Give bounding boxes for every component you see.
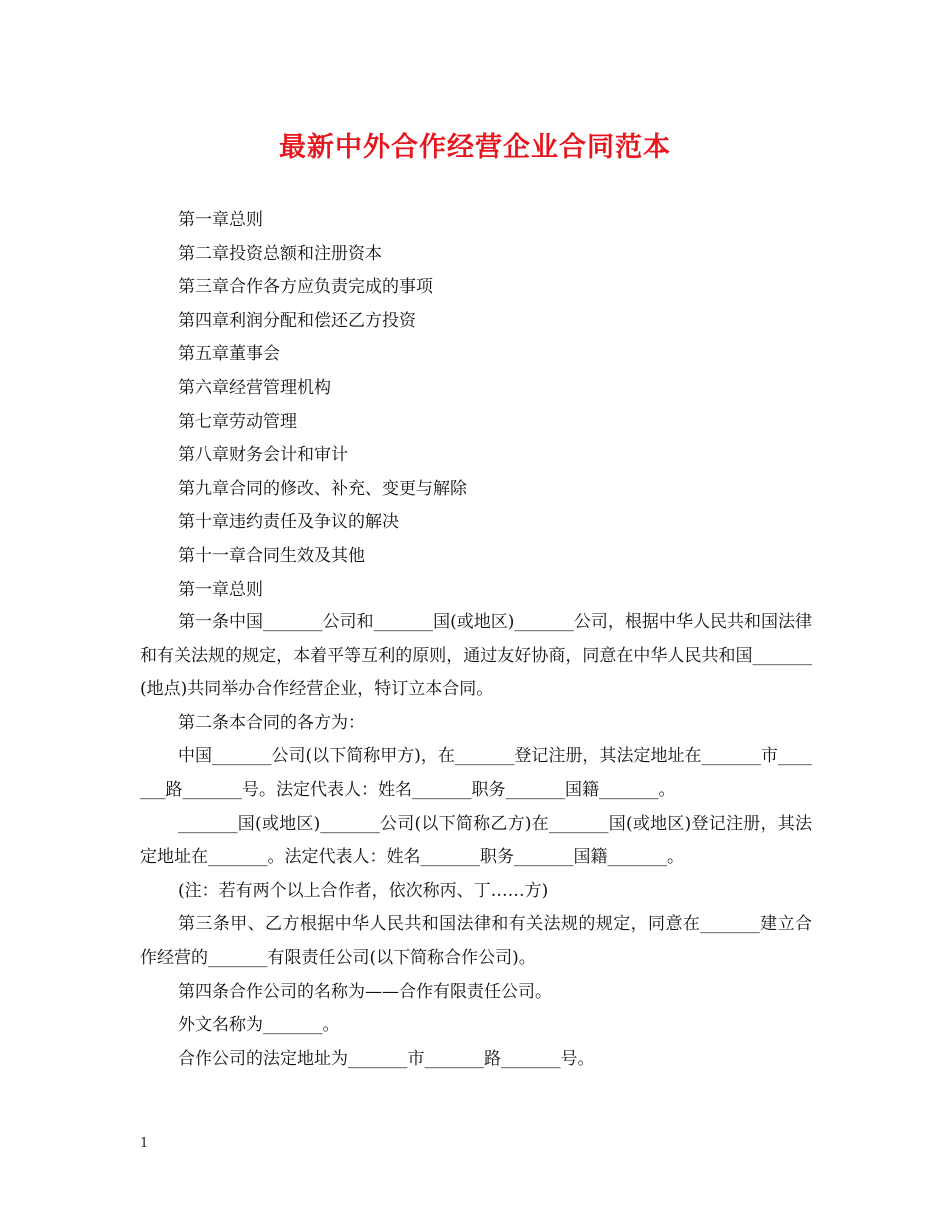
toc-item: 第五章董事会 [178, 344, 280, 365]
party-a-paragraph: 中国_______公司(以下简称甲方)，在_______登记注册，其法定地址在_______市_______路_______号。法定代表人：姓名_______职务_______国籍_______。 [140, 746, 812, 800]
party-b-paragraph: _______国(或地区)_______公司(以下简称乙方)在_______国(或地区)登记注册，其法定地址在_______。法定代表人：姓名_______职务_______国籍_______。 [140, 813, 812, 868]
note-paragraph: (注：若有两个以上合作者，依次称丙、丁……方) [178, 880, 549, 901]
table-of-contents [178, 204, 818, 607]
toc-item: 第十章违约责任及争议的解决 [178, 512, 399, 533]
toc-item: 第八章财务会计和审计 [178, 445, 348, 466]
article-4-paragraph: 第四条合作公司的名称为——合作有限责任公司。 [178, 981, 552, 1002]
page-number: 1 [140, 1136, 149, 1151]
toc-item: 第九章合同的修改、补充、变更与解除 [178, 478, 467, 499]
article-3-paragraph: 第三条甲、乙方根据中华人民共和国法律和有关法规的规定，同意在_______建立合作经营的_______有限责任公司(以下简称合作公司)。 [140, 914, 812, 968]
foreign-name-paragraph: 外文名称为_______。 [178, 1015, 340, 1036]
toc-item: 第一章总则 [178, 210, 263, 230]
toc-item: 第六章经营管理机构 [178, 377, 331, 398]
toc-item: 第十一章合同生效及其他 [178, 545, 365, 566]
toc-item: 第三章合作各方应负责完成的事项 [178, 277, 433, 298]
toc-item: 第二章投资总额和注册资本 [178, 243, 382, 264]
toc-item: 第七章劳动管理 [178, 411, 297, 432]
document-title: 最新中外合作经营企业合同范本 [279, 132, 671, 163]
article-1-paragraph: 第一条中国_______公司和_______国(或地区)_______公司，根据中华人民共和国法律和有关法规的规定，本着平等互利的原则，通过友好协商，同意在中华人民共和国_______(地点)共同举办合作经营企业，特订立本合同。 [140, 612, 812, 700]
article-2-paragraph: 第二条本合同的各方为： [178, 712, 365, 733]
toc-item: 第四章利润分配和偿还乙方投资 [178, 310, 416, 331]
contract-body [140, 606, 812, 1076]
legal-address-paragraph: 合作公司的法定地址为_______市_______路_______号。 [178, 1048, 595, 1069]
chapter-heading: 第一章总则 [178, 579, 263, 600]
